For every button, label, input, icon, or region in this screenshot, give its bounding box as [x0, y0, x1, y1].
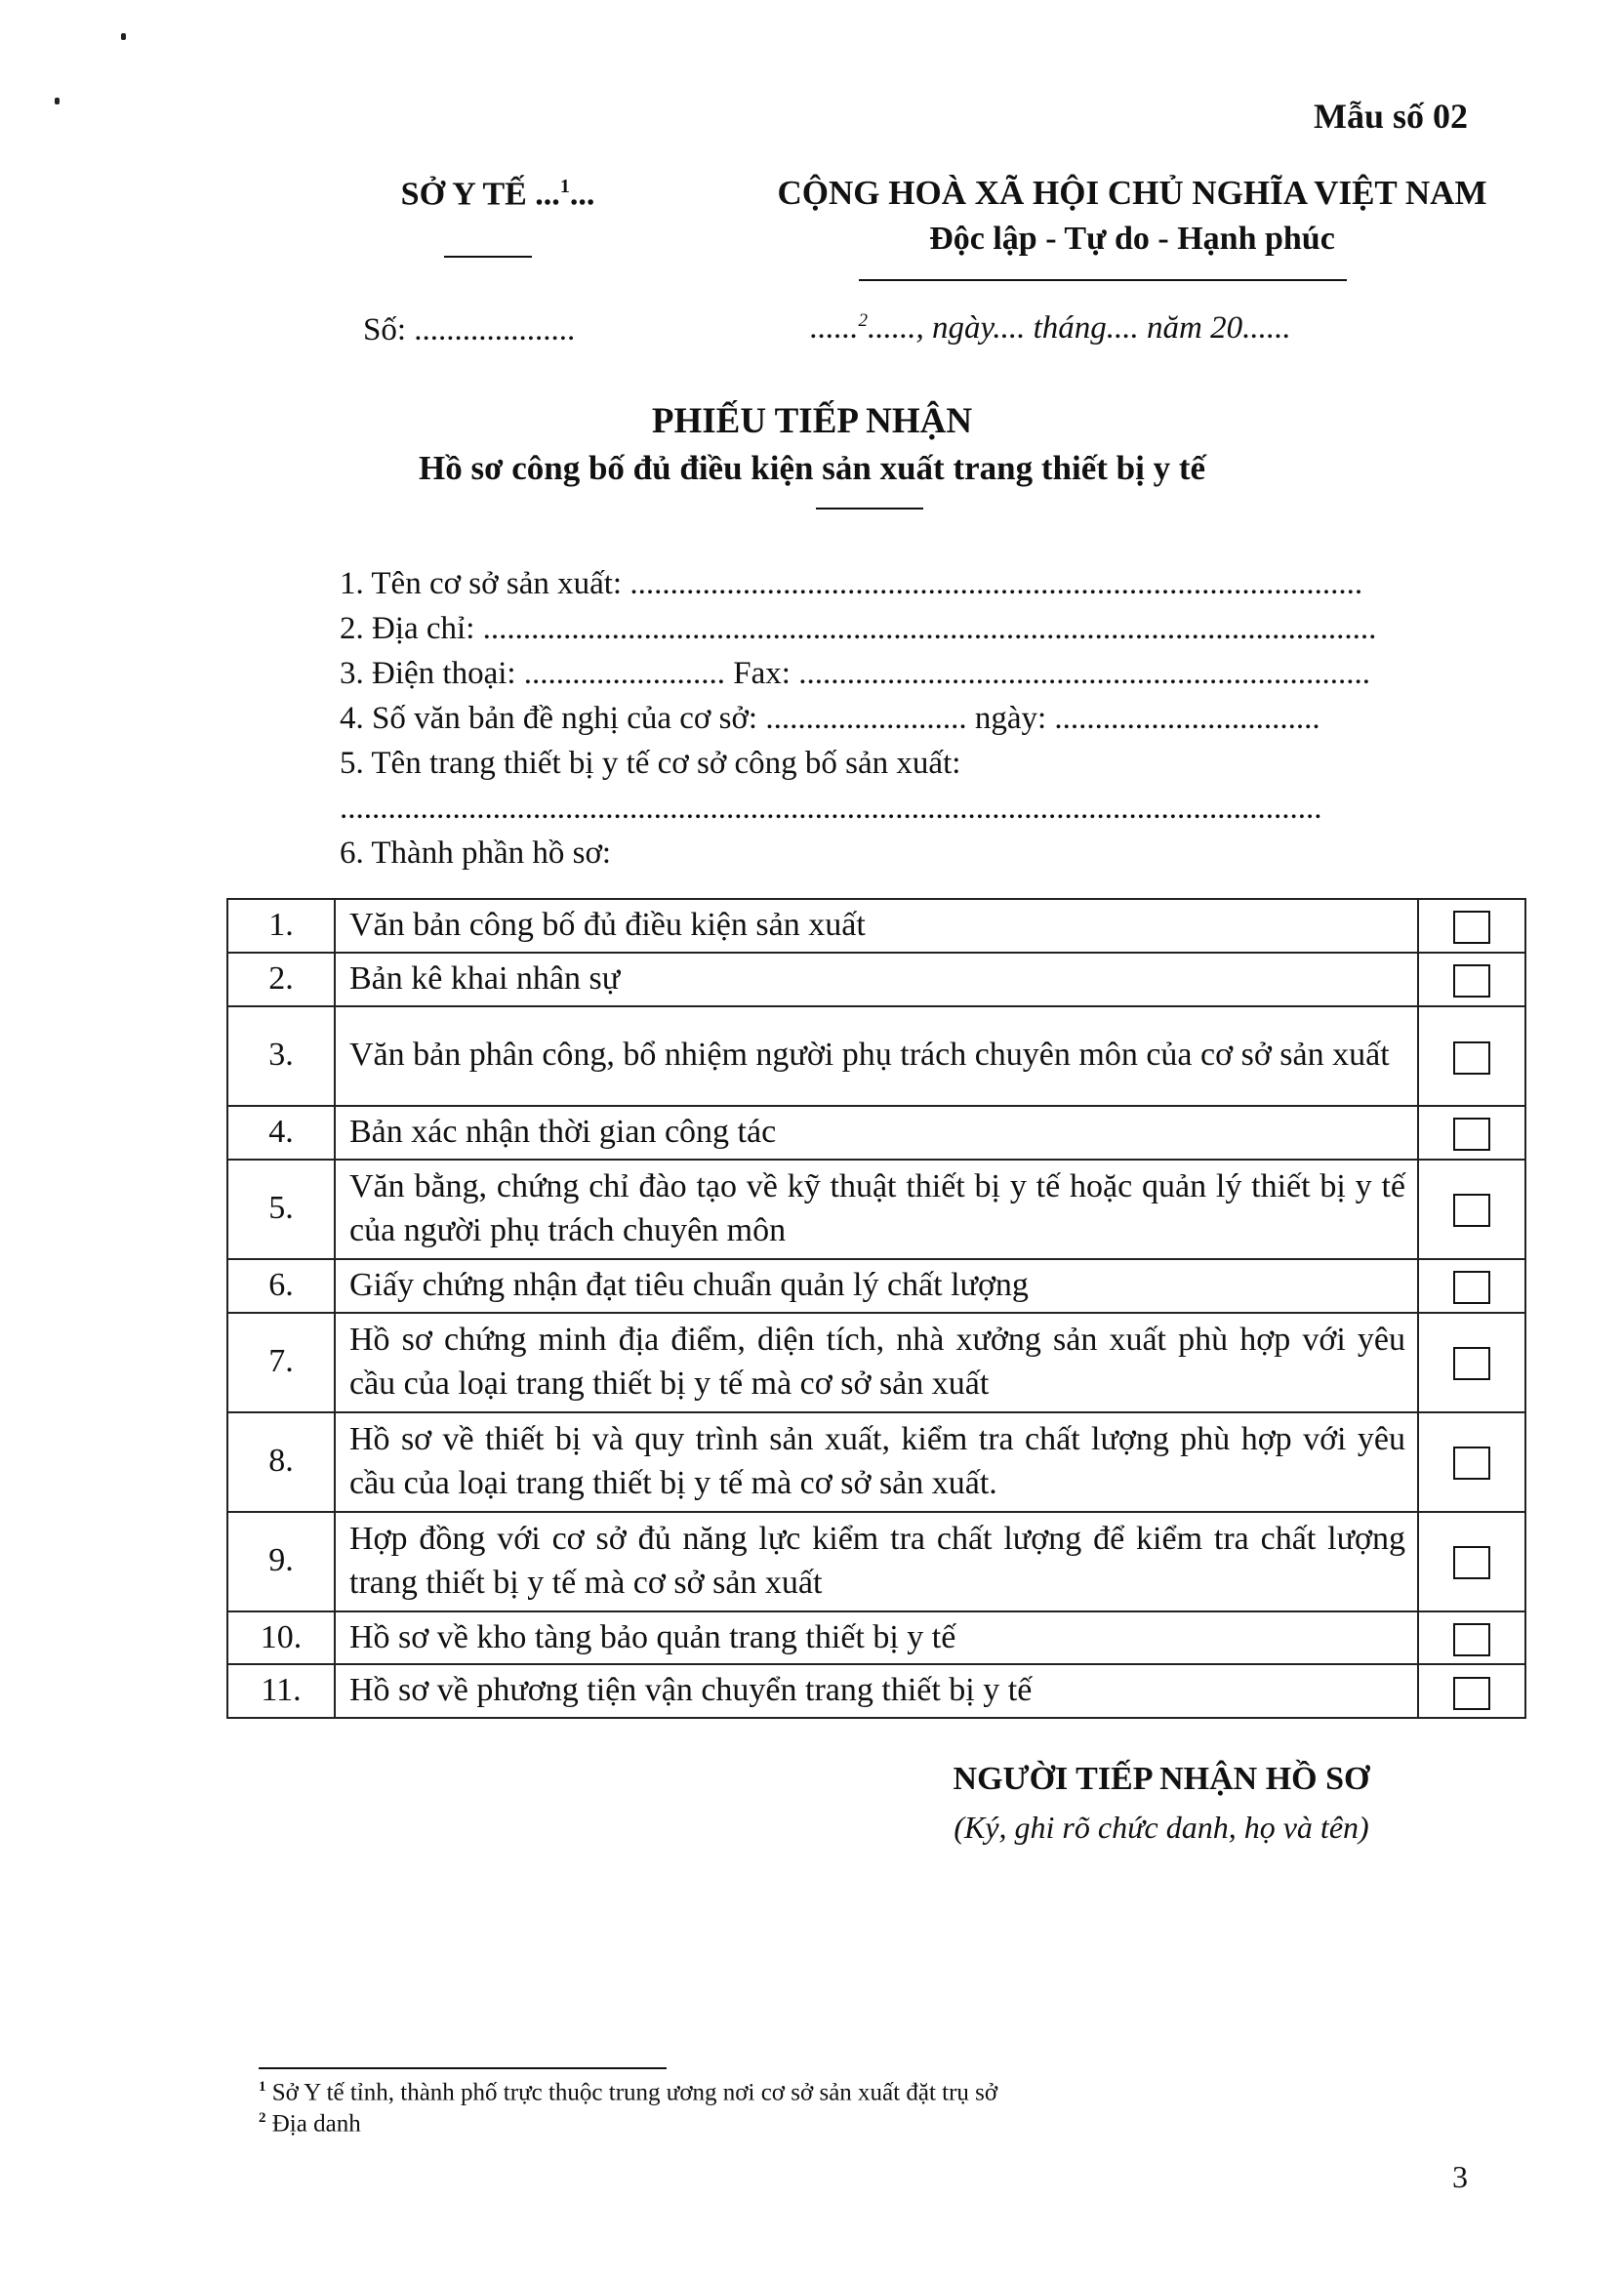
table-row	[227, 1313, 1525, 1412]
row-text: Giấy chứng nhận đạt tiêu chuẩn quản lý chất lượng	[335, 1259, 1418, 1313]
table-row	[227, 1259, 1525, 1313]
row-text: Bản xác nhận thời gian công tác	[335, 1106, 1418, 1160]
footnote-ref-2: 2	[858, 310, 868, 331]
footnote-2-text: Địa danh	[265, 2110, 361, 2138]
table-row	[227, 1412, 1525, 1512]
row-checkbox[interactable]	[1453, 1041, 1490, 1075]
field-request-number[interactable]: 4. Số văn bản đề nghị của cơ sở: ......................... ngày: .................................	[340, 701, 1320, 736]
row-number: 5.	[227, 1160, 335, 1259]
row-number: 11.	[227, 1664, 335, 1718]
row-checkbox[interactable]	[1453, 1347, 1490, 1380]
row-text: Hồ sơ về kho tàng bảo quản trang thiết bị y tế	[335, 1611, 1418, 1665]
footnote-1	[259, 2079, 997, 2106]
date-suffix: ......, ngày.... tháng.... năm 20......	[868, 310, 1291, 346]
row-checkbox[interactable]	[1453, 1118, 1490, 1151]
row-checkbox[interactable]	[1453, 964, 1490, 998]
row-number: 10.	[227, 1611, 335, 1665]
scan-speck	[55, 98, 60, 104]
row-text: Văn bằng, chứng chỉ đào tạo về kỹ thuật thiết bị y tế hoặc quản lý thiết bị y tế của người phụ trách chuyên môn	[335, 1160, 1418, 1259]
row-checkbox[interactable]	[1453, 911, 1490, 944]
row-text: Văn bản công bố đủ điều kiện sản xuất	[335, 899, 1418, 953]
scan-speck	[121, 33, 126, 40]
title-underline	[816, 508, 923, 510]
footnote-divider	[259, 2067, 667, 2069]
footnote-2-ref: 2	[259, 2110, 266, 2126]
table-row	[227, 953, 1525, 1006]
table-row	[227, 1664, 1525, 1718]
table-row	[227, 899, 1525, 953]
page-number: 3	[1452, 2159, 1468, 2194]
footnote-1-ref: 1	[259, 2079, 266, 2095]
form-number: Mẫu số 02	[1313, 97, 1468, 136]
row-number: 9.	[227, 1512, 335, 1611]
row-text: Hồ sơ về thiết bị và quy trình sản xuất, kiểm tra chất lượng phù hợp với yêu cầu của loại trang thiết bị y tế mà cơ sở sản xuất.	[335, 1412, 1418, 1512]
signature-note: (Ký, ghi rõ chức danh, họ và tên)	[954, 1810, 1369, 1845]
row-checkbox[interactable]	[1453, 1623, 1490, 1656]
row-checkbox[interactable]	[1453, 1194, 1490, 1227]
date-line	[810, 310, 1291, 347]
field-dossier-label: 6. Thành phần hồ sơ:	[340, 836, 612, 871]
row-number: 8.	[227, 1412, 335, 1512]
row-text: Hồ sơ chứng minh địa điểm, diện tích, nhà xưởng sản xuất phù hợp với yêu cầu của loại trang thiết bị y tế mà cơ sở sản xuất	[335, 1313, 1418, 1412]
nation-title: CỘNG HOÀ XÃ HỘI CHỦ NGHĨA VIỆT NAM	[777, 174, 1487, 212]
row-text: Hợp đồng với cơ sở đủ năng lực kiểm tra chất lượng để kiểm tra chất lượng trang thiết bị y tế mà cơ sở sản xuất	[335, 1512, 1418, 1611]
row-checkbox[interactable]	[1453, 1271, 1490, 1304]
table-row	[227, 1006, 1525, 1106]
motto-underline	[859, 279, 1347, 281]
footnote-1-text: Sở Y tế tỉnh, thành phố trực thuộc trung ương nơi cơ sở sản xuất đặt trụ sở	[265, 2079, 998, 2106]
row-text: Hồ sơ về phương tiện vận chuyển trang thiết bị y tế	[335, 1664, 1418, 1718]
row-checkbox[interactable]	[1453, 1677, 1490, 1710]
field-facility-name[interactable]: 1. Tên cơ sở sản xuất: ...........................................................................................	[340, 566, 1363, 601]
agency-underline	[444, 256, 532, 258]
field-device-name[interactable]: ..........................................................................................................................	[340, 791, 1322, 826]
row-text: Bản kê khai nhân sự	[335, 953, 1418, 1006]
footnote-ref-1: 1	[559, 176, 570, 197]
form-title: PHIẾU TIẾP NHẬN	[651, 401, 973, 441]
document-number: Số: ....................	[363, 312, 576, 347]
row-checkbox[interactable]	[1453, 1447, 1490, 1480]
field-phone-fax[interactable]: 3. Điện thoại: ......................... Fax: .......................................................................	[340, 656, 1370, 691]
row-number: 6.	[227, 1259, 335, 1313]
agency-prefix: SỞ Y TẾ ...	[400, 176, 560, 213]
row-number: 3.	[227, 1006, 335, 1106]
row-number: 4.	[227, 1106, 335, 1160]
table-row	[227, 1106, 1525, 1160]
field-device-name-label: 5. Tên trang thiết bị y tế cơ sở công bố sản xuất:	[340, 746, 961, 781]
row-text: Văn bản phân công, bổ nhiệm người phụ trách chuyên môn của cơ sở sản xuất	[335, 1006, 1418, 1106]
row-number: 1.	[227, 899, 335, 953]
table-row	[227, 1512, 1525, 1611]
table-row	[227, 1611, 1525, 1665]
row-number: 7.	[227, 1313, 335, 1412]
row-number: 2.	[227, 953, 335, 1006]
agency-suffix: ...	[569, 176, 595, 213]
signature-title: NGƯỜI TIẾP NHẬN HỒ SƠ	[953, 1761, 1370, 1797]
field-address[interactable]: 2. Địa chỉ: ...............................................................................................................	[340, 611, 1377, 646]
motto: Độc lập - Tự do - Hạnh phúc	[929, 221, 1335, 257]
footnote-2	[259, 2110, 361, 2138]
row-checkbox[interactable]	[1453, 1546, 1490, 1579]
form-subtitle: Hồ sơ công bố đủ điều kiện sản xuất trang thiết bị y tế	[418, 449, 1206, 487]
dossier-table	[226, 898, 1526, 1719]
table-row	[227, 1160, 1525, 1259]
date-prefix: ......	[810, 310, 859, 346]
agency-name	[371, 176, 625, 213]
